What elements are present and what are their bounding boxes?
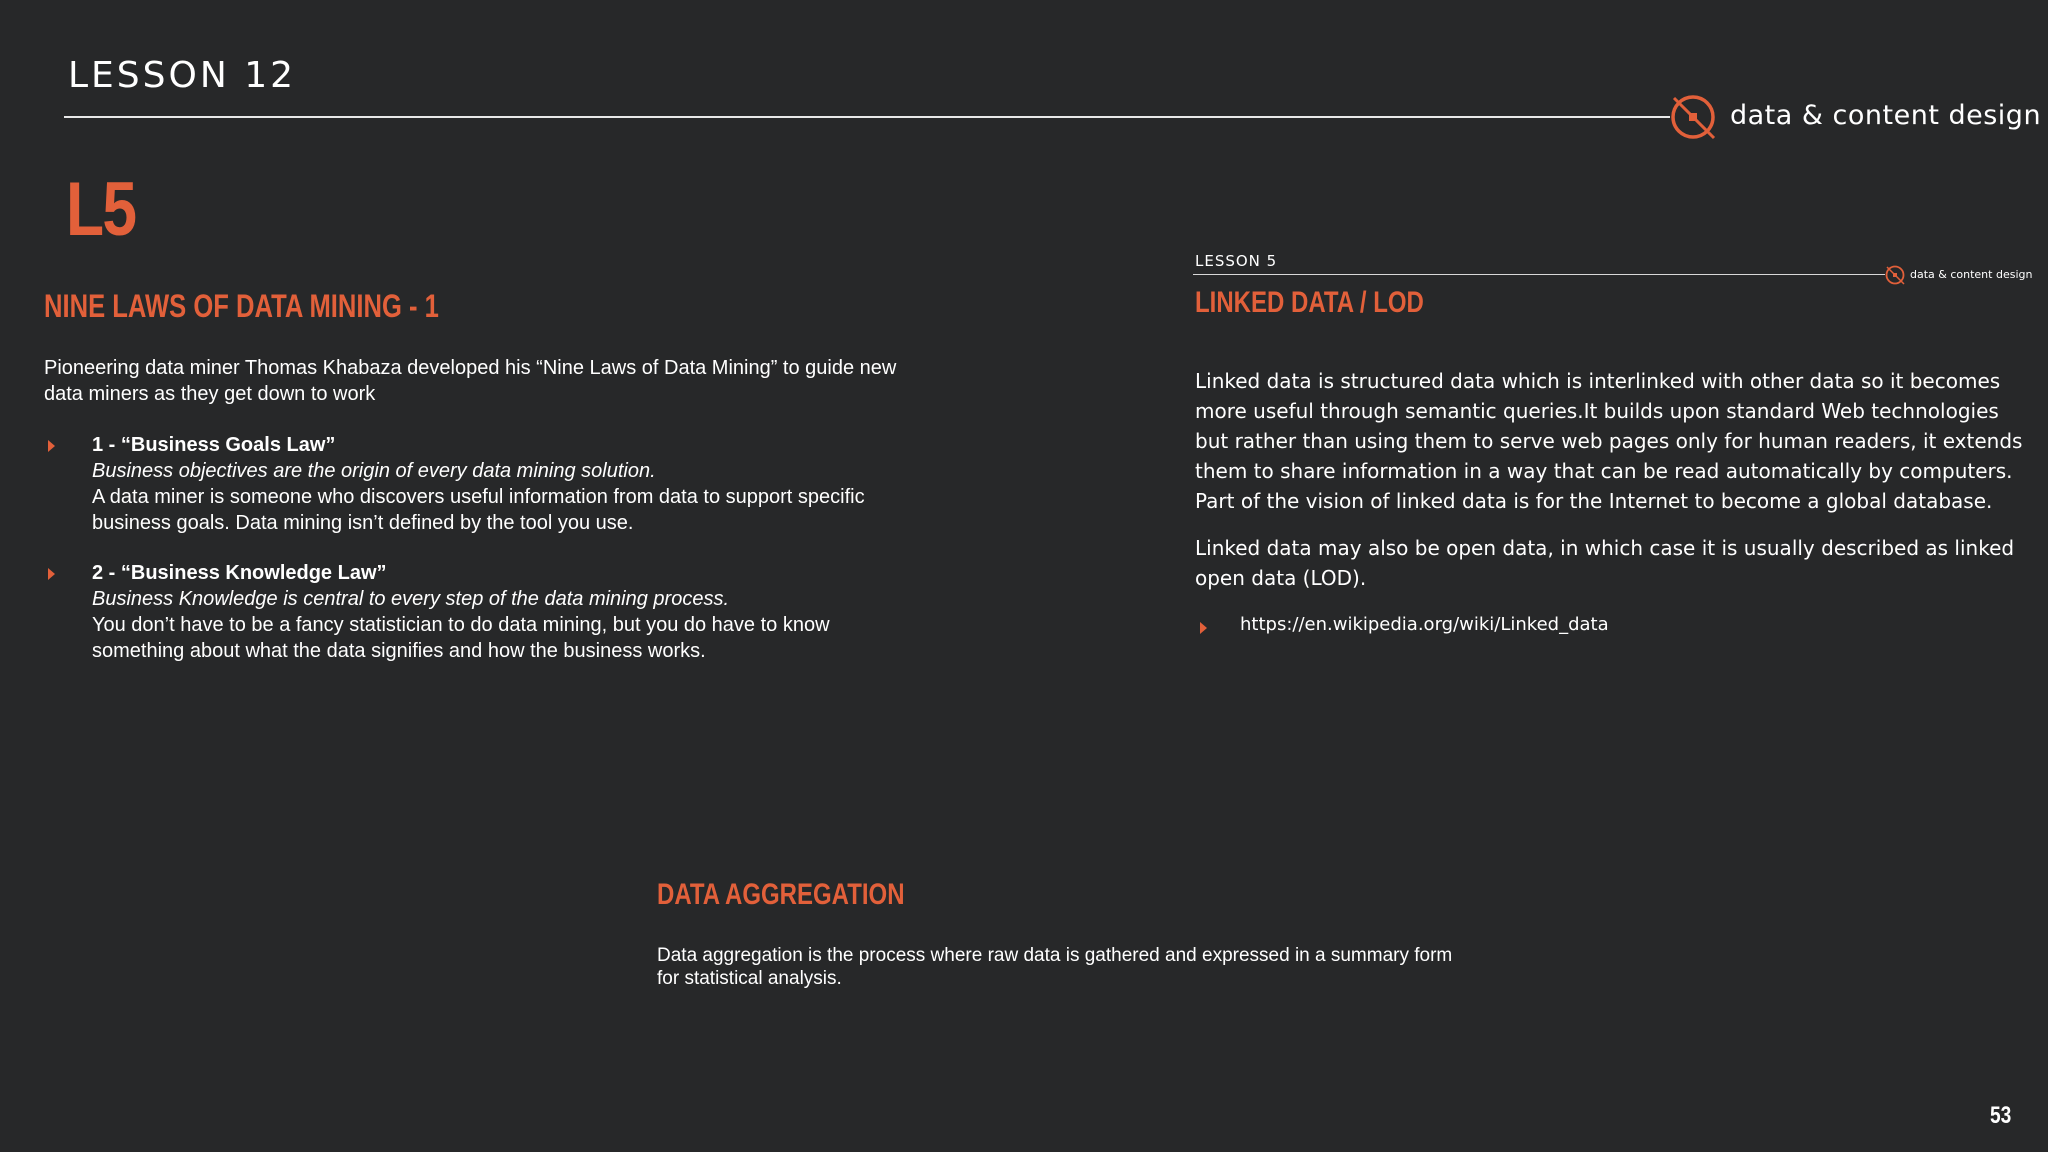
bullet-triangle-icon: [1200, 622, 1207, 634]
crosshair-circle-icon: [1884, 264, 1906, 286]
aggregation-heading: DATA AGGREGATION: [657, 878, 905, 911]
law-title: 1 - “Business Goals Law”: [92, 434, 336, 456]
bullet-triangle-icon: [48, 568, 55, 580]
linked-data-brand: data & content design: [1910, 268, 2033, 281]
law-title: 2 - “Business Knowledge Law”: [92, 562, 387, 584]
header-divider: [64, 116, 1670, 118]
linked-data-paragraph: Linked data may also be open data, in which case it is usually described as linked open data (LOD).: [1195, 536, 2015, 590]
crosshair-circle-icon: [1668, 92, 1718, 142]
linked-data-link[interactable]: https://en.wikipedia.org/wiki/Linked_data: [1240, 614, 1609, 635]
linked-data-divider: [1193, 274, 1885, 275]
law-body: You don’t have to be a fancy statistician to do data mining, but you do have to know something about what the data signifies and how the business works.: [92, 614, 830, 662]
linked-data-paragraph: Linked data is structured data which is interlinked with other data so it becomes more useful through semantic queries.It builds upon standard Web technologies but rather than using them to serve web pages only for human readers, it extends them to share information in a way that can be read automatically by computers. Part of the vision of linked data is for the Internet to become a global database.: [1195, 369, 2023, 513]
linked-data-text: [1195, 366, 2025, 610]
law-item: [48, 432, 888, 536]
nine-laws-heading: NINE LAWS OF DATA MINING - 1: [44, 288, 439, 324]
brand-name: data & content design: [1730, 100, 2042, 131]
lesson-title: LESSON 12: [68, 55, 297, 96]
linked-data-heading: LINKED DATA / LOD: [1195, 286, 1424, 319]
law-subtitle: Business Knowledge is central to every step of the data mining process.: [92, 588, 730, 610]
page-number: 53: [1990, 1102, 2012, 1129]
lesson-code: L5: [66, 167, 136, 252]
linked-data-link-item[interactable]: [1200, 614, 1609, 635]
linked-data-lesson-label: LESSON 5: [1195, 252, 1278, 270]
nine-laws-intro: Pioneering data miner Thomas Khabaza developed his “Nine Laws of Data Mining” to guide new data miners as they get down to work: [44, 357, 897, 405]
law-subtitle: Business objectives are the origin of every data mining solution.: [92, 460, 656, 482]
bullet-triangle-icon: [48, 440, 55, 452]
law-item: [48, 560, 888, 664]
aggregation-text: Data aggregation is the process where raw data is gathered and expressed in a summary form for statistical analysis.: [657, 945, 1453, 989]
law-body: A data miner is someone who discovers useful information from data to support specific business goals. Data mining isn’t defined by the tool you use.: [92, 486, 865, 534]
